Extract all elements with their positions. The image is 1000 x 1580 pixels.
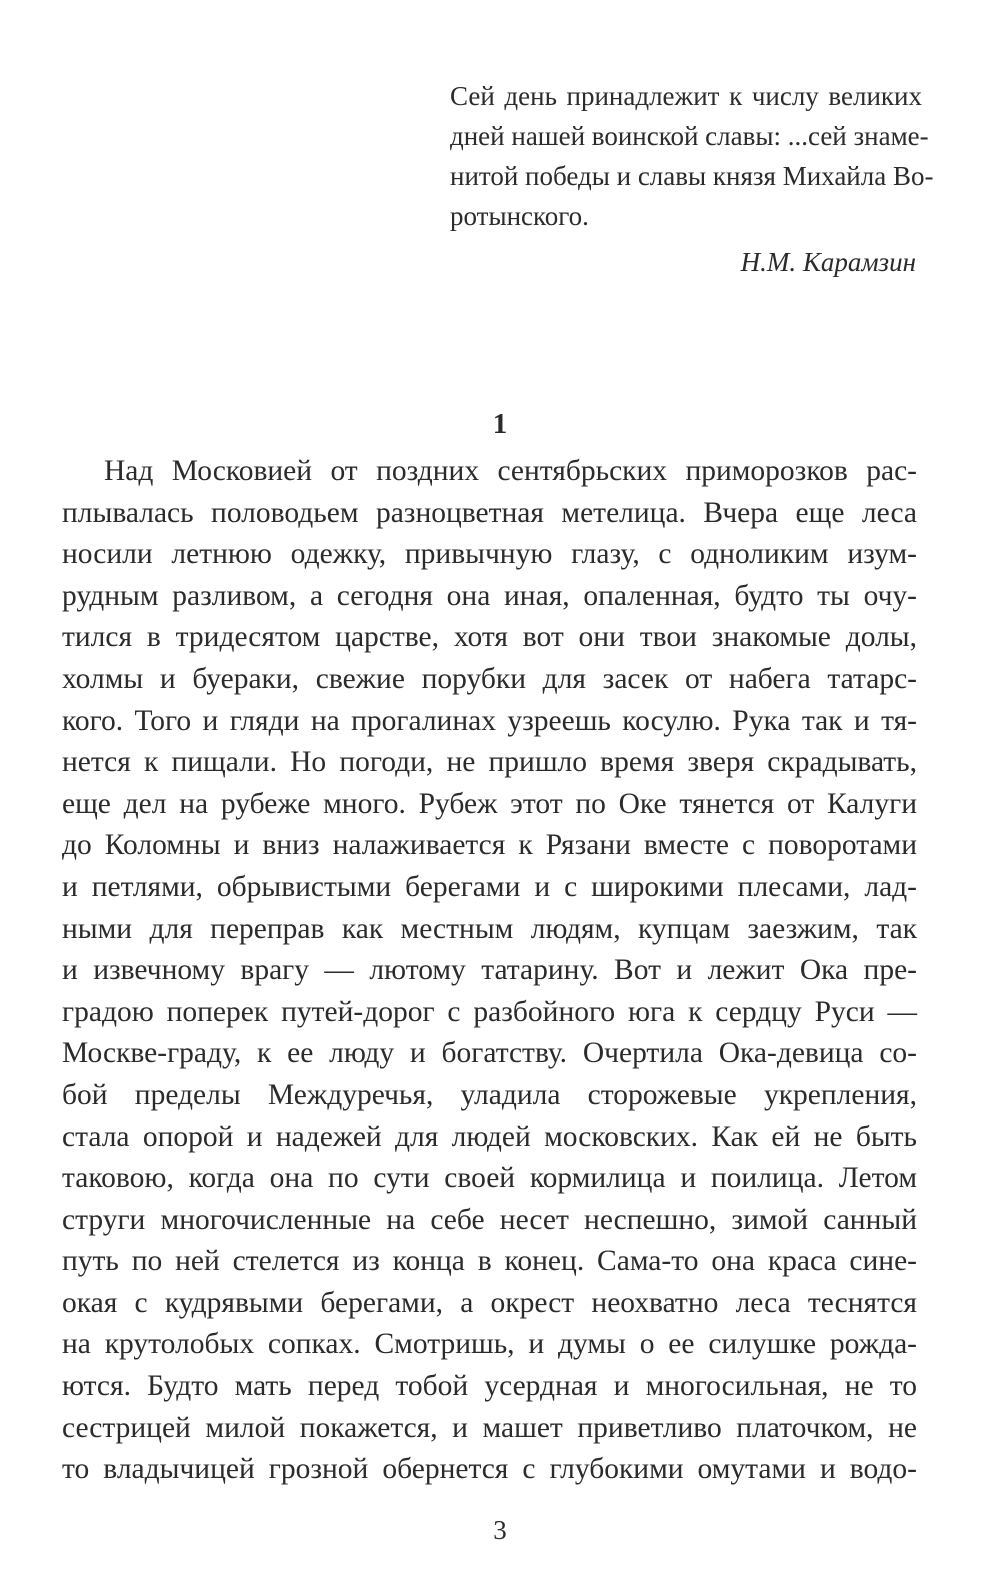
page-number: 3 <box>493 1515 507 1545</box>
epigraph-author: Н.М. Карамзин <box>740 247 916 277</box>
epigraph-line: нитой победы и славы князя Михайла Во- <box>450 161 934 191</box>
text-line: таковою, когда она по сути своей кормилица и поилица. Летом <box>62 1162 917 1195</box>
text-line: до Коломны и вниз налаживается к Рязани вместе с поворотами <box>62 829 917 862</box>
text-line: плывалась половодьем разноцветная метелица. Вчера еще леса <box>62 496 917 529</box>
epigraph-line: Сей день принадлежит к числу великих <box>450 81 922 111</box>
text-line: Москве-граду, к ее люду и богатству. Очертила Ока-девица со- <box>62 1037 917 1070</box>
text-line: кого. Того и гляди на прогалинах узреешь косулю. Рука так и тя- <box>62 704 917 737</box>
text-line: путь по ней стелется из конца в конец. Сама-то она краса сине- <box>62 1245 917 1278</box>
text-line: нется к пищали. Но погоди, не пришло время зверя скрадывать, <box>62 746 917 779</box>
body-text <box>62 451 917 1491</box>
text-line: бой пределы Междуречья, уладила сторожевые укрепления, <box>62 1078 917 1111</box>
text-line: сестрицей милой покажется, и машет приветливо платочком, не <box>62 1411 917 1444</box>
text-line: рудным разливом, а сегодня она иная, опаленная, будто ты очу- <box>62 579 917 612</box>
text-line: окая с кудрявыми берегами, а окрест неохватно леса теснятся <box>62 1286 917 1319</box>
epigraph-line: дней нашей воинской славы: ...сей знаме- <box>450 121 929 151</box>
epigraph-line: ротынского. <box>450 201 589 231</box>
text-line: струги многочисленные на себе несет неспешно, зимой санный <box>62 1203 917 1236</box>
text-line: Над Московией от поздних сентябрьских приморозков рас- <box>104 455 917 487</box>
text-line: ными для переправ как местным людям, купцам заезжим, так <box>62 912 917 945</box>
text-line: и извечному врагу — лютому татарину. Вот и лежит Ока пре- <box>62 954 917 987</box>
text-line: тился в тридесятом царстве, хотя вот они твои знакомые долы, <box>62 621 917 654</box>
text-line: стала опорой и надежей для людей московских. Как ей не быть <box>62 1120 917 1153</box>
chapter-number: 1 <box>492 408 508 440</box>
text-line: носили летнюю одежку, привычную глазу, с одноликим изум- <box>62 538 917 571</box>
text-line: и петлями, обрывистыми берегами и с широкими плесами, лад- <box>62 870 917 903</box>
text-line: то владычицей грозной обернется с глубокими омутами и водо- <box>62 1453 917 1486</box>
text-line: градою поперек путей-дорог с разбойного юга к сердцу Руси — <box>62 995 917 1028</box>
text-line: ются. Будто мать перед тобой усердная и многосильная, не то <box>62 1370 917 1403</box>
text-line: холмы и буераки, свежие порубки для засек от набега татарс- <box>62 662 917 695</box>
epigraph <box>450 76 934 282</box>
text-line: на крутолобых сопках. Смотришь, и думы о ее силушке рожда- <box>62 1328 917 1361</box>
text-line: еще дел на рубеже много. Рубеж этот по Оке тянется от Калуги <box>62 787 917 820</box>
